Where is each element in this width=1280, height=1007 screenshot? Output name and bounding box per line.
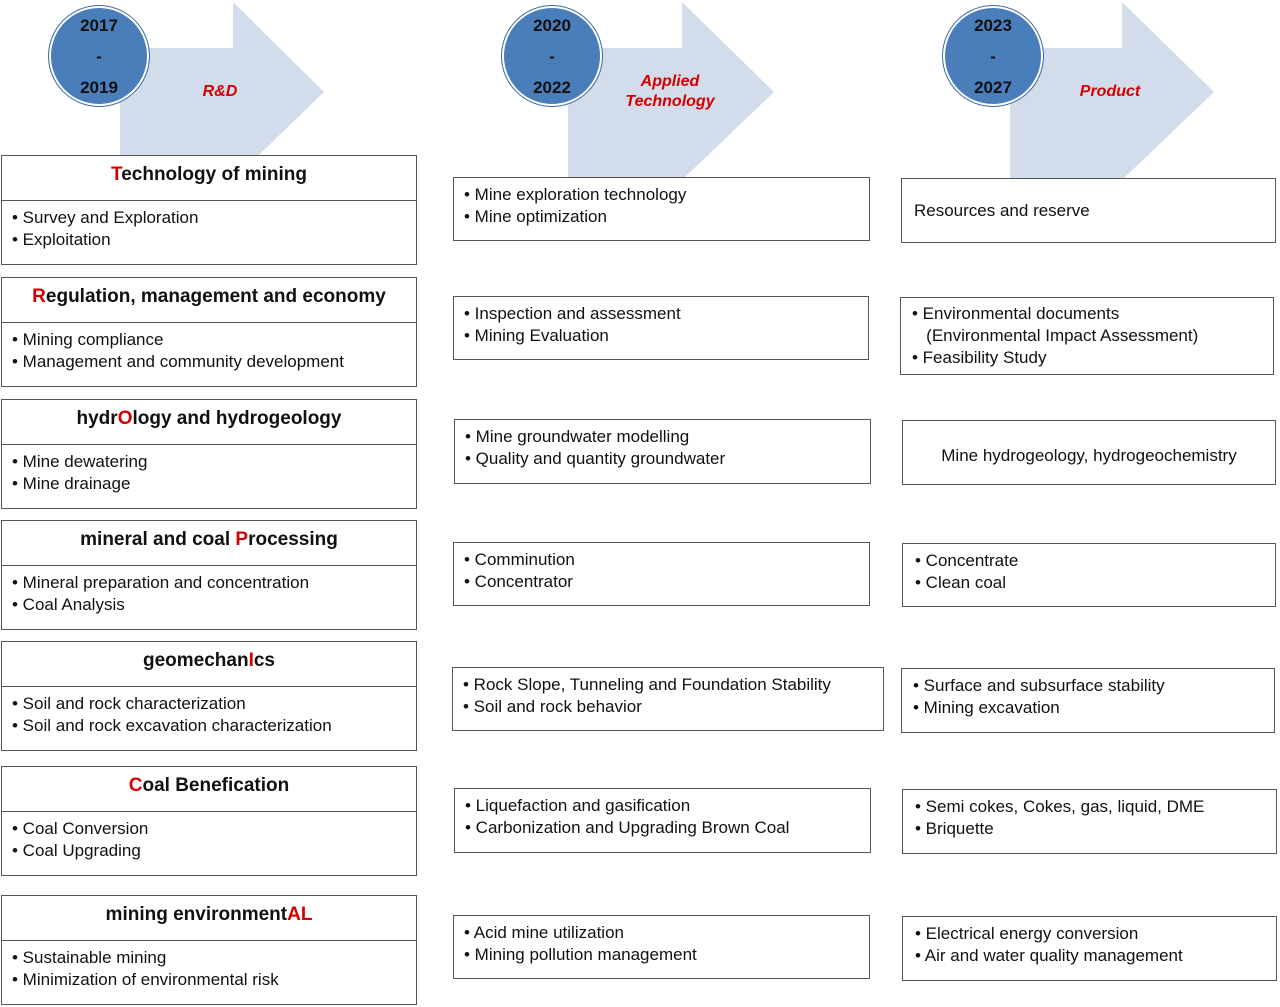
stage-label-product: Product [1079, 83, 1141, 100]
product-box-1 [901, 178, 1276, 243]
applied-item: • Mine groundwater modelling [465, 427, 690, 446]
stage-label-line1: Applied [640, 73, 700, 90]
applied-item: • Concentrator [464, 572, 573, 591]
stage-label-line2: Technology [625, 93, 715, 110]
category-title: geomechanIcs [2, 642, 416, 687]
applied-item: • Carbonization and Upgrading Brown Coal [465, 818, 790, 837]
category-title: mining environmentAL [2, 896, 416, 941]
category-item: • Soil and rock excavation characterization [12, 716, 332, 735]
stage-label-rd: R&D [202, 83, 238, 100]
category-title: Coal Benefication [2, 767, 416, 812]
category-title: Technology of mining [2, 156, 416, 201]
category-box-processing [1, 520, 417, 630]
product-box-6 [902, 789, 1277, 854]
applied-box-3 [454, 419, 871, 484]
category-item: • Mine drainage [12, 474, 131, 493]
applied-box-5 [452, 667, 884, 731]
category-item: • Coal Conversion [12, 819, 149, 838]
category-item: • Minimization of environmental risk [12, 970, 279, 989]
applied-box-1 [453, 177, 870, 241]
category-items [2, 566, 416, 616]
category-box-hydrology [1, 399, 417, 509]
product-item: • Surface and subsurface stability [913, 676, 1165, 695]
applied-box-7 [453, 915, 870, 979]
applied-item: • Rock Slope, Tunneling and Foundation Stability [463, 675, 831, 694]
product-item: • Concentrate [915, 551, 1019, 570]
category-items [2, 941, 416, 991]
product-box-5 [901, 668, 1275, 733]
product-box-7 [902, 916, 1277, 981]
category-box-regulation [1, 277, 417, 387]
category-item: • Survey and Exploration [12, 208, 199, 227]
category-items [2, 687, 416, 737]
year-end: 2027 [974, 77, 1012, 97]
category-items [2, 323, 416, 373]
product-item: Resources and reserve [914, 200, 1090, 220]
product-box-3 [902, 420, 1276, 485]
category-item: • Soil and rock characterization [12, 694, 246, 713]
category-box-geomechanics [1, 641, 417, 751]
category-title: Regulation, management and economy [2, 278, 416, 323]
year-dash: - [96, 46, 102, 66]
product-item: • Environmental documents [912, 304, 1120, 323]
year-end: 2022 [533, 77, 571, 97]
product-item: (Environmental Impact Assessment) [912, 326, 1199, 345]
year-start: 2017 [80, 15, 118, 35]
applied-item: • Acid mine utilization [464, 923, 624, 942]
applied-item: • Mine optimization [464, 207, 607, 226]
applied-item: • Soil and rock behavior [463, 697, 642, 716]
product-item: • Air and water quality management [915, 946, 1183, 965]
product-item: • Feasibility Study [912, 348, 1047, 367]
applied-item: • Liquefaction and gasification [465, 796, 691, 815]
product-item: • Briquette [915, 819, 994, 838]
applied-item: • Quality and quantity groundwater [465, 449, 726, 468]
product-item: Mine hydrogeology, hydrogeochemistry [941, 445, 1237, 465]
category-item: • Exploitation [12, 230, 111, 249]
category-box-mining [1, 155, 417, 265]
applied-item: • Comminution [464, 550, 575, 569]
category-item: • Coal Analysis [12, 595, 125, 614]
product-item: • Electrical energy conversion [915, 924, 1139, 943]
product-item: • Clean coal [915, 573, 1007, 592]
applied-box-2 [453, 296, 869, 360]
applied-box-6 [454, 788, 871, 853]
applied-item: • Inspection and assessment [464, 304, 681, 323]
category-title: hydrOlogy and hydrogeology [2, 400, 416, 445]
category-item: • Coal Upgrading [12, 841, 141, 860]
category-items [2, 445, 416, 495]
applied-box-4 [453, 542, 870, 606]
product-item: • Mining excavation [913, 698, 1060, 717]
year-dash: - [990, 46, 996, 66]
category-box-coal-benefication [1, 766, 417, 876]
year-start: 2023 [974, 15, 1012, 35]
category-item: • Mining compliance [12, 330, 164, 349]
category-title: mineral and coal Processing [2, 521, 416, 566]
category-items [2, 812, 416, 862]
year-start: 2020 [533, 15, 571, 35]
year-circle-rd [49, 6, 149, 106]
product-item: • Semi cokes, Cokes, gas, liquid, DME [915, 797, 1205, 816]
category-box-environmental [1, 895, 417, 1005]
year-dash: - [549, 46, 555, 66]
category-item: • Mine dewatering [12, 452, 148, 471]
applied-item: • Mining pollution management [464, 945, 697, 964]
category-item: • Mineral preparation and concentration [12, 573, 310, 592]
year-end: 2019 [80, 77, 118, 97]
product-box-4 [902, 543, 1276, 607]
year-circle-applied [502, 6, 602, 106]
category-items [2, 201, 416, 251]
product-box-2 [900, 297, 1274, 375]
category-item: • Sustainable mining [12, 948, 167, 967]
applied-item: • Mining Evaluation [464, 326, 609, 345]
category-item: • Management and community development [12, 352, 344, 371]
stage-label-applied [610, 72, 730, 112]
applied-item: • Mine exploration technology [464, 185, 687, 204]
year-circle-product [943, 6, 1043, 106]
